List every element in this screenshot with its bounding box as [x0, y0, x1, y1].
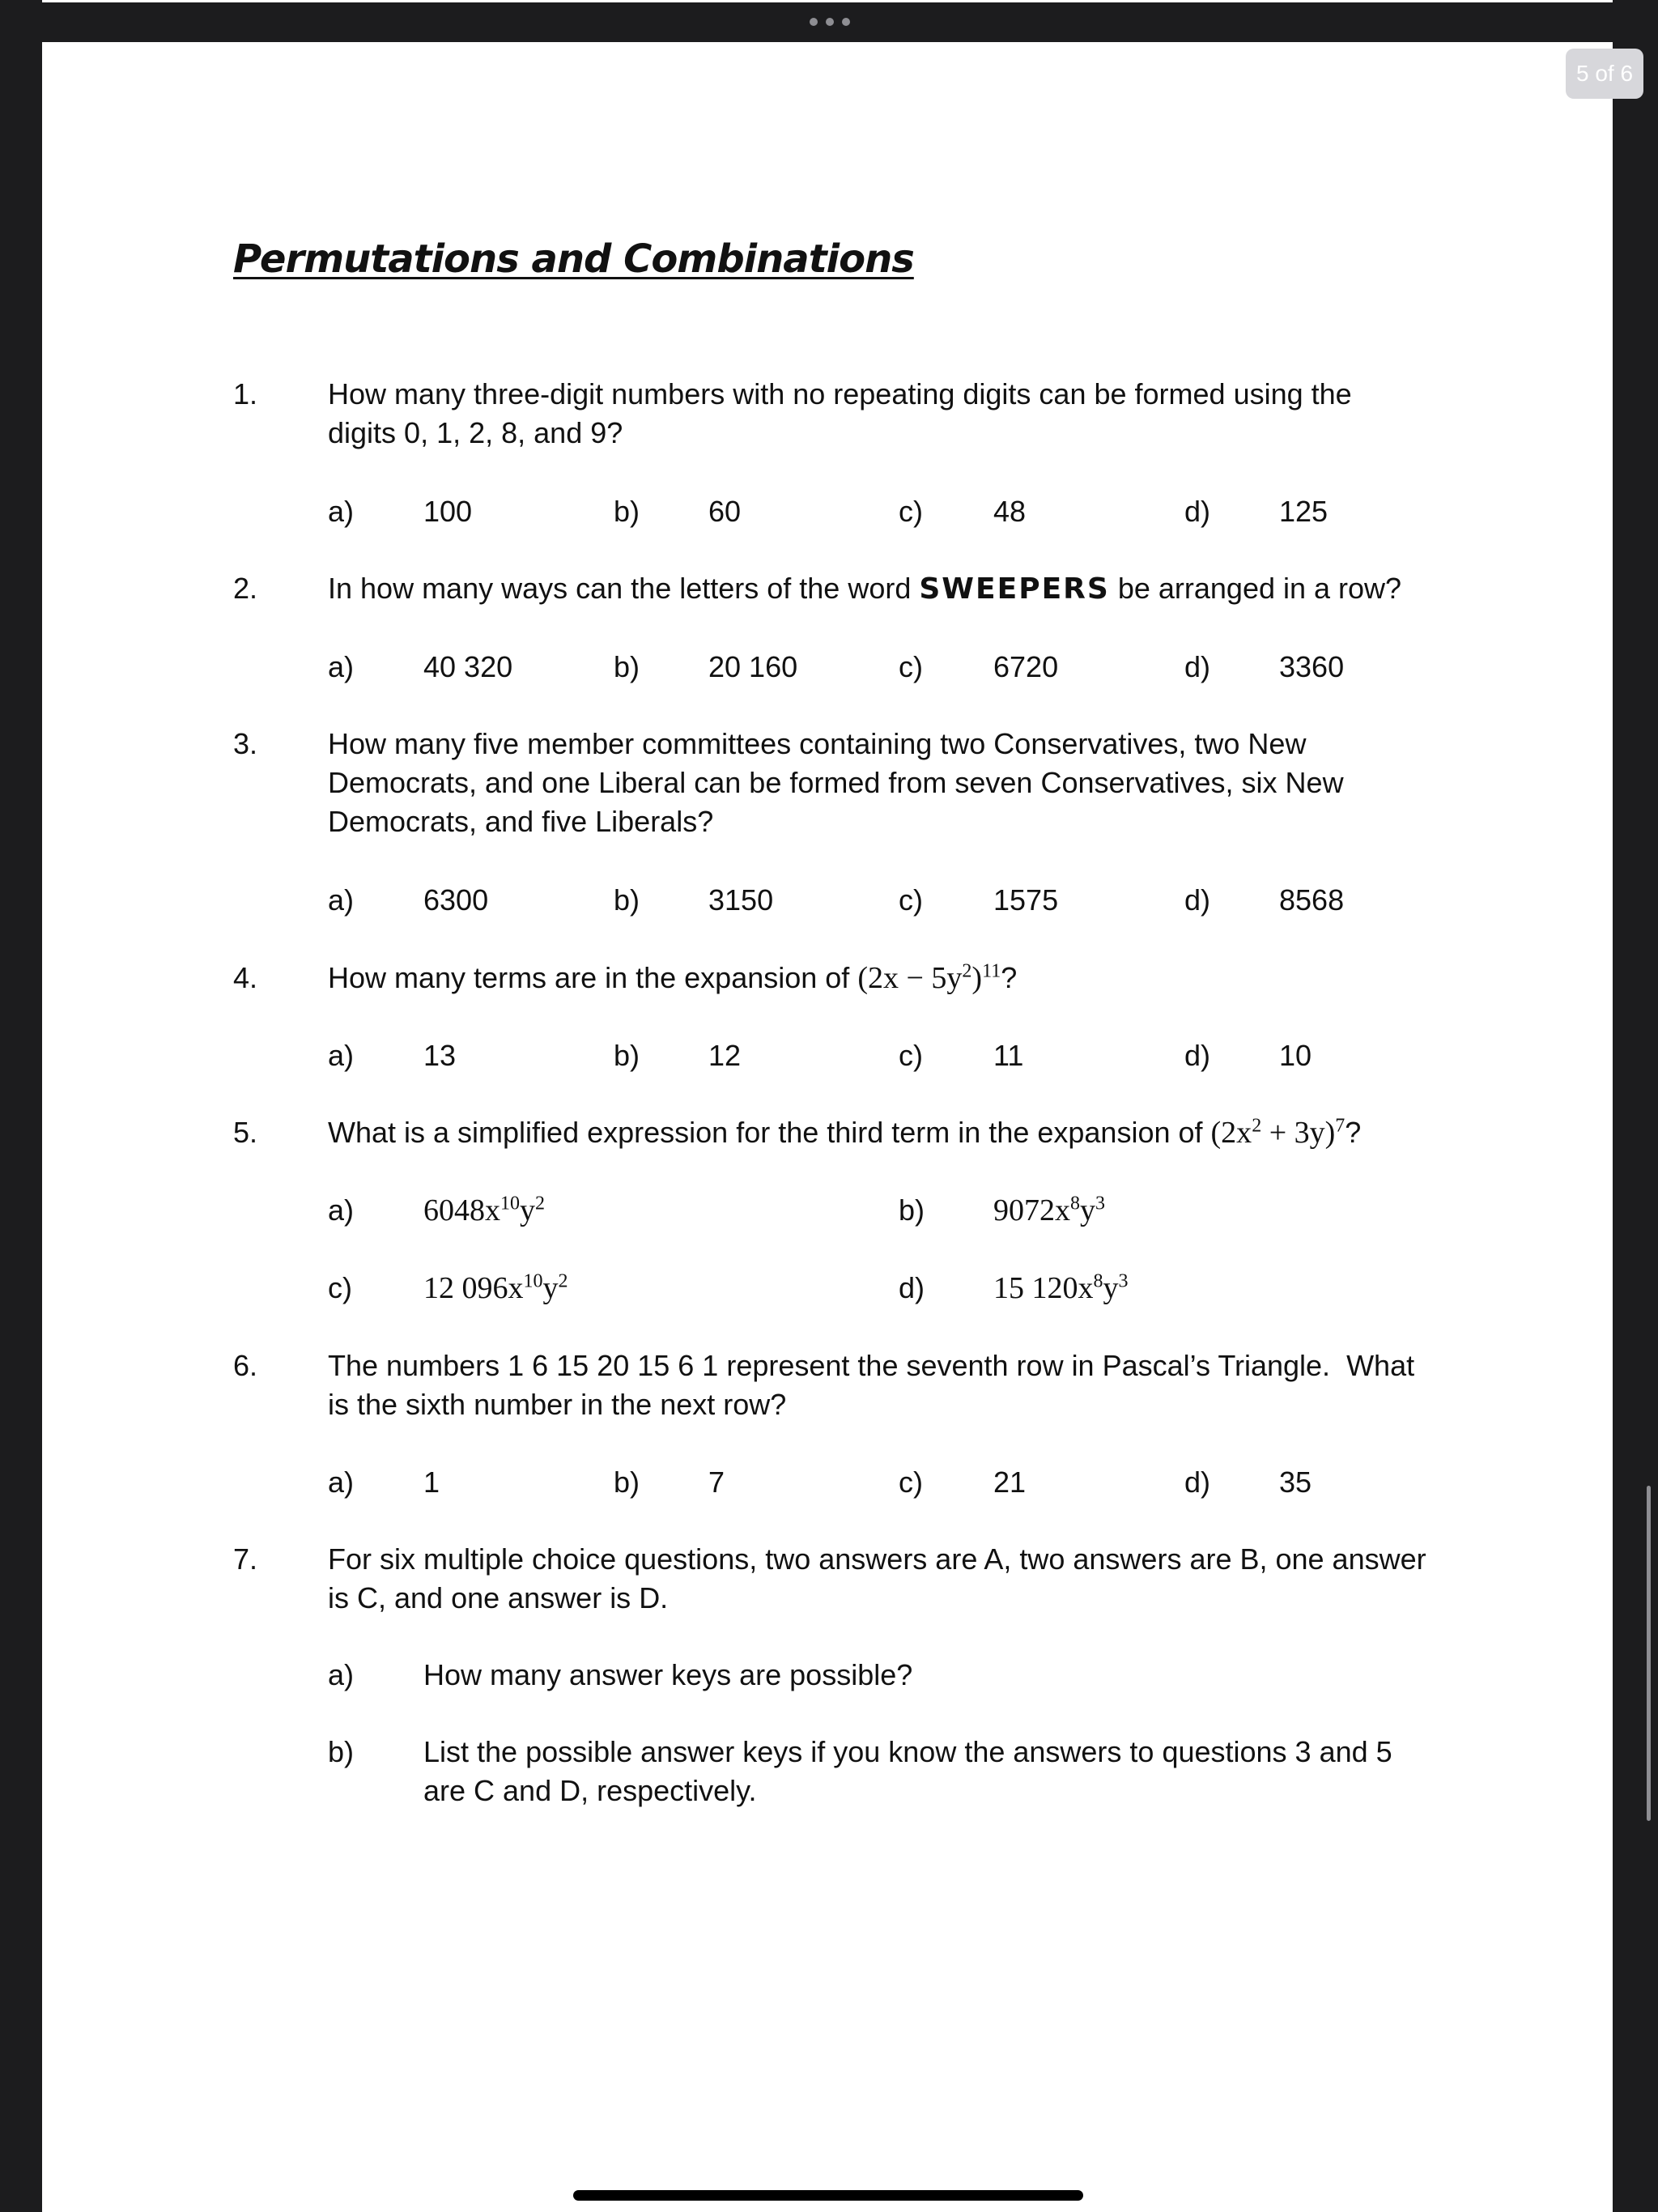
q3-option-b-label: b) — [614, 883, 640, 917]
q5-option-b-value — [993, 1191, 1105, 1230]
q4-option-d-label: d) — [1184, 1039, 1211, 1072]
q6-option-d-value: 35 — [1279, 1465, 1312, 1499]
q3-option-c-label: c) — [899, 883, 923, 917]
q5-a-coef: 6048x — [423, 1193, 500, 1227]
q1-option-d-label: d) — [1184, 495, 1211, 528]
q6-option-a-label: a) — [328, 1465, 355, 1499]
q3-line1: How many five member committees containing two Conservatives, two New — [328, 727, 1307, 760]
home-indicator[interactable] — [573, 2190, 1083, 2201]
q3-option-d-label: d) — [1184, 883, 1211, 917]
q3-option-a-label: a) — [328, 883, 355, 917]
q6-option-b-value: 7 — [708, 1465, 725, 1499]
q6-option-c-label: c) — [899, 1465, 923, 1499]
q1-option-b-value: 60 — [708, 495, 742, 528]
q5-c-y: y — [542, 1271, 559, 1305]
q1-line1: How many three-digit numbers with no repeating digits can be formed using the — [328, 377, 1352, 410]
q4-expression — [857, 961, 1001, 995]
q4-option-b-label: b) — [614, 1039, 640, 1072]
q4-stem — [328, 959, 1017, 998]
q6-number: 6. — [233, 1349, 258, 1382]
q6-option-b-label: b) — [614, 1465, 640, 1499]
q5-expr-mid: + 3y) — [1261, 1116, 1336, 1150]
q5-c-x-exponent: 10 — [523, 1270, 543, 1292]
q5-option-a-label: a) — [328, 1193, 355, 1227]
q6-option-a-value: 1 — [423, 1465, 440, 1499]
q5-c-coef: 12 096x — [423, 1271, 524, 1305]
q7-part-a-label: a) — [328, 1658, 355, 1691]
q4-option-d-value: 10 — [1279, 1039, 1312, 1072]
q5-number: 5. — [233, 1116, 258, 1149]
q5-option-b-label: b) — [899, 1193, 925, 1227]
q1-number: 1. — [233, 377, 258, 410]
q3-option-c-value: 1575 — [993, 883, 1059, 917]
more-options-icon[interactable] — [810, 16, 850, 28]
worksheet-title: Permutations and Combinations — [233, 236, 914, 282]
document-page — [42, 42, 1613, 2212]
q4-stem-text: How many terms are in the expansion of — [328, 961, 850, 994]
q2-stem-after: be arranged in a row? — [1117, 572, 1402, 605]
q1-option-c-value: 48 — [993, 495, 1027, 528]
q2-option-b-label: b) — [614, 650, 640, 683]
q3-number: 3. — [233, 727, 258, 760]
q4-expr-inner-exponent: 2 — [962, 960, 972, 982]
q3-option-d-value: 8568 — [1279, 883, 1345, 917]
q1-option-d-value: 125 — [1279, 495, 1329, 528]
q4-expr-close: ) — [971, 961, 983, 995]
q4-option-c-label: c) — [899, 1039, 923, 1072]
q5-d-coef: 15 120x — [993, 1271, 1094, 1305]
top-divider — [42, 0, 1613, 2]
q2-word: SWEEPERS — [919, 572, 1110, 606]
q7-part-a-text: How many answer keys are possible? — [423, 1658, 913, 1691]
q2-option-a-label: a) — [328, 650, 355, 683]
scrollbar-thumb[interactable] — [1647, 1486, 1651, 1821]
q6-line2: is the sixth number in the next row? — [328, 1388, 787, 1421]
q3-line2: Democrats, and one Liberal can be formed from seven Conservatives, six New — [328, 766, 1344, 799]
q5-b-y-exponent: 3 — [1095, 1193, 1105, 1214]
q4-option-a-value: 13 — [423, 1039, 457, 1072]
q5-option-d-label: d) — [899, 1271, 925, 1304]
q2-stem — [328, 569, 1401, 609]
q2-option-c-label: c) — [899, 650, 923, 683]
q5-d-x-exponent: 8 — [1093, 1270, 1103, 1292]
q5-stem — [328, 1113, 1361, 1152]
q5-expr-exponent-1: 2 — [1252, 1115, 1262, 1137]
q1-option-b-label: b) — [614, 495, 640, 528]
q5-d-y-exponent: 3 — [1118, 1270, 1129, 1292]
q5-a-x-exponent: 10 — [500, 1193, 520, 1214]
q2-option-d-value: 3360 — [1279, 650, 1345, 683]
q5-option-a-value — [423, 1191, 545, 1230]
q4-question-mark: ? — [1001, 961, 1018, 994]
q5-expr-exponent-2: 7 — [1335, 1115, 1346, 1137]
q5-b-y: y — [1080, 1193, 1095, 1227]
q6-option-c-value: 21 — [993, 1465, 1027, 1499]
q4-expr-outer-exponent: 11 — [982, 960, 1001, 982]
q4-option-b-value: 12 — [708, 1039, 742, 1072]
q5-b-coef: 9072x — [993, 1193, 1070, 1227]
q5-expr-open: (2x — [1210, 1116, 1252, 1150]
q7-part-b-line2: are C and D, respectively. — [423, 1774, 757, 1807]
q5-a-y: y — [520, 1193, 535, 1227]
q5-stem-text: What is a simplified expression for the third term in the expansion of — [328, 1116, 1203, 1149]
q2-option-b-value: 20 160 — [708, 650, 798, 683]
q5-option-c-value — [423, 1269, 568, 1308]
q5-option-d-value — [993, 1269, 1129, 1308]
q5-question-mark: ? — [1345, 1116, 1362, 1149]
q2-option-d-label: d) — [1184, 650, 1211, 683]
q7-part-b-line1: List the possible answer keys if you know the answers to questions 3 and 5 — [423, 1735, 1392, 1768]
q7-line2: is C, and one answer is D. — [328, 1581, 669, 1614]
q7-number: 7. — [233, 1542, 258, 1576]
q7-part-b-label: b) — [328, 1735, 355, 1768]
q1-option-a-label: a) — [328, 495, 355, 528]
q4-option-c-value: 11 — [993, 1039, 1024, 1072]
q2-option-a-value: 40 320 — [423, 650, 513, 683]
q2-option-c-value: 6720 — [993, 650, 1059, 683]
q1-option-a-value: 100 — [423, 495, 473, 528]
q3-option-b-value: 3150 — [708, 883, 774, 917]
q5-b-x-exponent: 8 — [1070, 1193, 1080, 1214]
q3-line3: Democrats, and five Liberals? — [328, 805, 714, 838]
q1-line2: digits 0, 1, 2, 8, and 9? — [328, 416, 623, 449]
q4-expr-base: (2x − 5y — [857, 961, 963, 995]
q7-line1: For six multiple choice questions, two answers are A, two answers are B, one answer — [328, 1542, 1426, 1576]
q4-number: 4. — [233, 961, 258, 994]
q6-line1: The numbers 1 6 15 20 15 6 1 represent the seventh row in Pascal’s Triangle. What — [328, 1349, 1415, 1382]
q5-d-y: y — [1103, 1271, 1119, 1305]
q5-expression — [1211, 1116, 1346, 1150]
q2-stem-before: In how many ways can the letters of the word — [328, 572, 912, 605]
q2-number: 2. — [233, 572, 258, 605]
q1-option-c-label: c) — [899, 495, 923, 528]
q5-option-c-label: c) — [328, 1271, 352, 1304]
q3-option-a-value: 6300 — [423, 883, 489, 917]
q5-a-y-exponent: 2 — [535, 1193, 545, 1214]
q5-c-y-exponent: 2 — [558, 1270, 568, 1292]
page-indicator: 5 of 6 — [1566, 49, 1643, 99]
q4-option-a-label: a) — [328, 1039, 355, 1072]
q6-option-d-label: d) — [1184, 1465, 1211, 1499]
